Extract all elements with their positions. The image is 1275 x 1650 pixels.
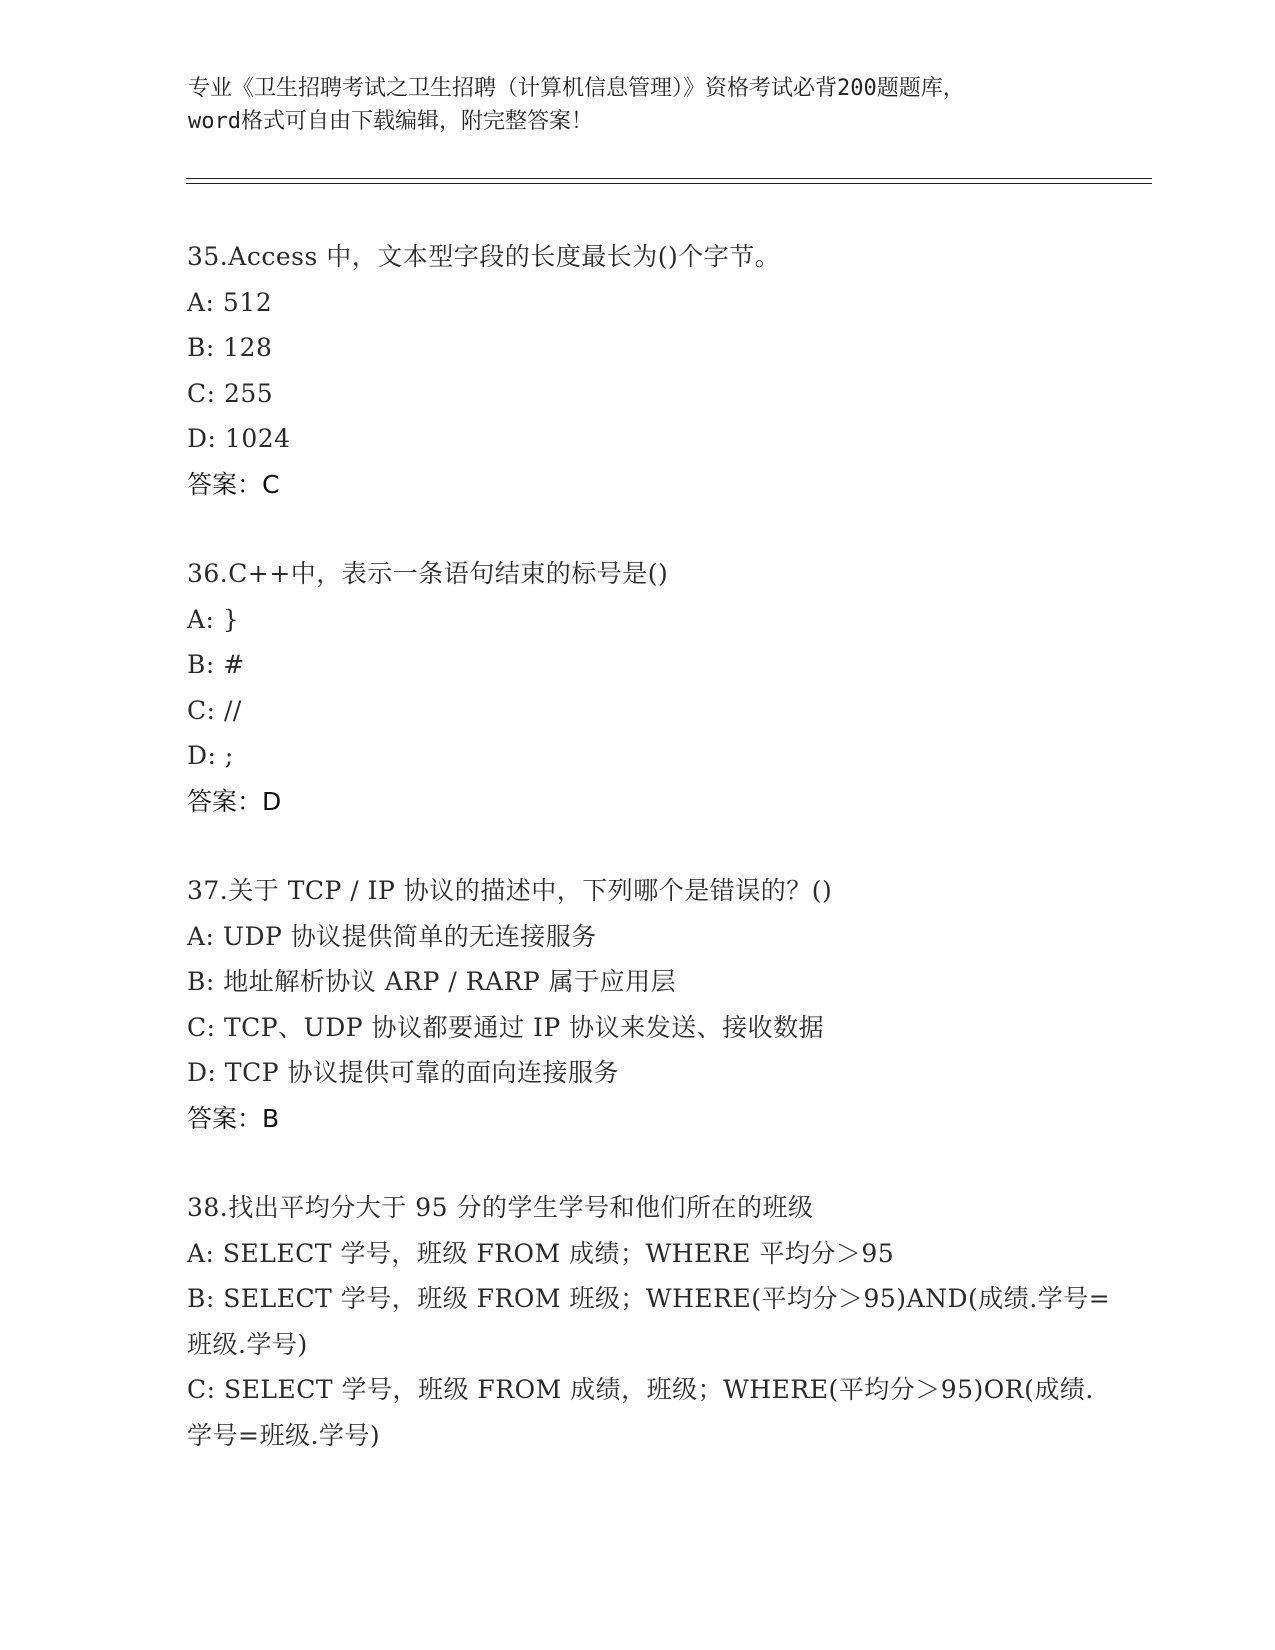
- answer-label: 答案：D: [187, 786, 282, 816]
- question-stem: 37.关于 TCP / IP 协议的描述中，下列哪个是错误的？(): [187, 876, 833, 905]
- question-38: [187, 1185, 1111, 1458]
- question-stem: 38.找出平均分大于 95 分的学生学号和他们所在的班级: [187, 1193, 814, 1222]
- question-35: [187, 234, 1107, 507]
- option-d: D: ;: [187, 741, 234, 770]
- question-spacer: [187, 507, 1107, 551]
- option-d: D: TCP 协议提供可靠的面向连接服务: [187, 1058, 619, 1087]
- option-a: A: UDP 协议提供简单的无连接服务: [187, 921, 597, 951]
- question-spacer: [187, 1141, 1107, 1185]
- option-a: A: SELECT 学号，班级 FROM 成绩；WHERE 平均分＞95: [187, 1238, 895, 1268]
- header-divider-top: [186, 178, 1152, 179]
- option-b-continued: 班级.学号): [187, 1329, 308, 1359]
- option-b: B: #: [187, 650, 245, 679]
- header-line-1: 专业《卫生招聘考试之卫生招聘（计算机信息管理）》资格考试必背200题题库，: [188, 76, 965, 101]
- question-spacer: [187, 824, 1107, 868]
- header-line-2: word格式可自由下载编辑，附完整答案！: [188, 109, 593, 134]
- option-c: C: TCP、UDP 协议都要通过 IP 协议来发送、接收数据: [187, 1012, 825, 1042]
- question-stem: 36.C++中，表示一条语句结束的标号是(): [187, 559, 669, 588]
- header-divider-bottom: [186, 183, 1152, 184]
- option-b: B: 128: [187, 333, 273, 362]
- question-stem: 35.Access 中，文本型字段的长度最长为()个字节。: [187, 242, 781, 271]
- option-b: B: SELECT 学号，班级 FROM 班级；WHERE(平均分＞95)AND(成绩.学号=: [187, 1284, 1111, 1313]
- option-b: B: 地址解析协议 ARP / RARP 属于应用层: [187, 967, 677, 996]
- option-a: A: }: [187, 604, 240, 634]
- option-c: C: //: [187, 695, 242, 725]
- option-c-continued: 学号=班级.学号): [187, 1420, 381, 1450]
- answer-label: 答案：B: [187, 1103, 280, 1133]
- option-d: D: 1024: [187, 424, 291, 453]
- option-c: C: 255: [187, 378, 274, 408]
- option-a: A: 512: [187, 287, 273, 317]
- question-37: [187, 868, 1107, 1141]
- answer-label: 答案：C: [187, 469, 280, 499]
- document-header: [188, 72, 1088, 138]
- option-c: C: SELECT 学号，班级 FROM 成绩，班级；WHERE(平均分＞95)OR(成绩.: [187, 1375, 1094, 1404]
- question-36: [187, 551, 1107, 824]
- question-list: [187, 234, 1111, 1458]
